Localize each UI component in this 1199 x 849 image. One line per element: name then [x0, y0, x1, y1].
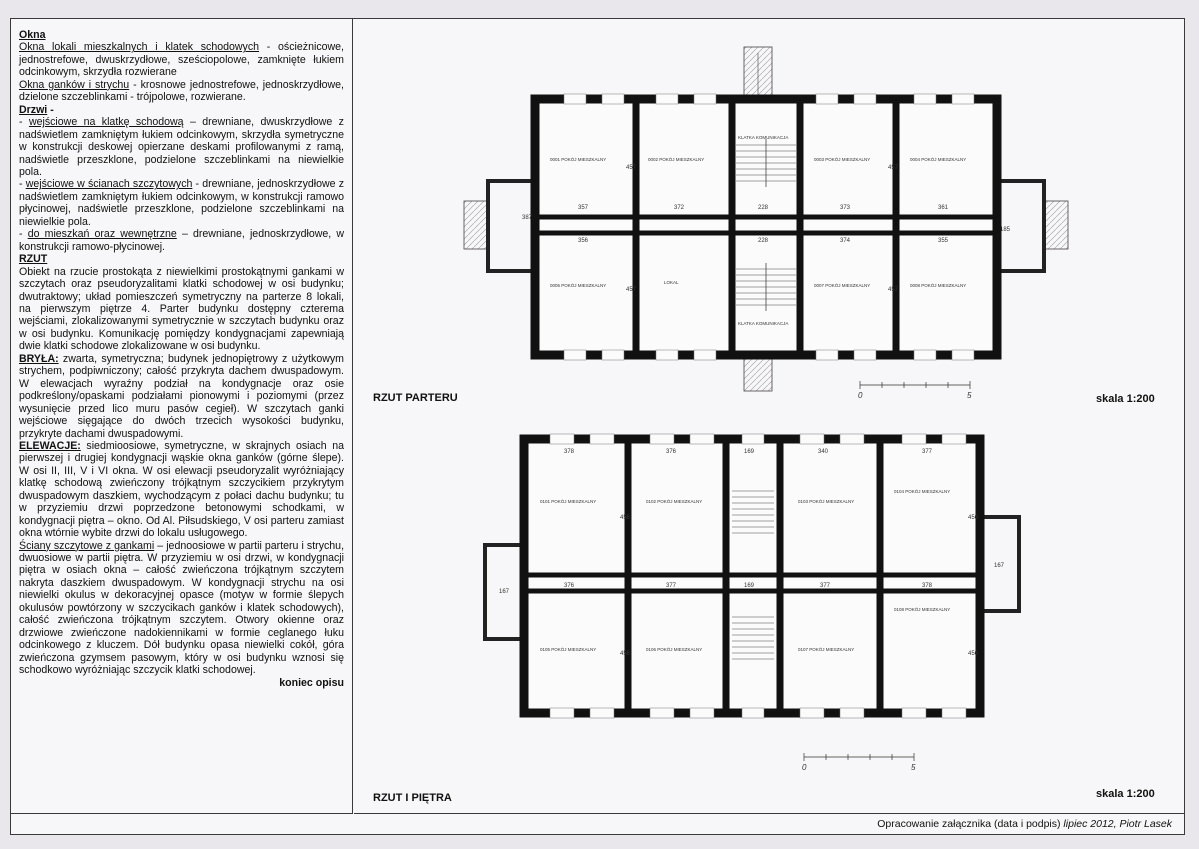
room-label: 0002 POKÓJ MIESZKALNY [648, 157, 705, 162]
room-label: 0108 POKÓJ MIESZKALNY [894, 607, 951, 612]
dim-label: 457 [626, 165, 637, 171]
dim-label: 374 [840, 238, 851, 244]
document-sheet [10, 18, 1185, 835]
dim-label: 372 [674, 205, 685, 211]
room-label: 0106 POKÓJ MIESZKALNY [646, 647, 703, 652]
dim-label: 377 [666, 583, 677, 589]
dim-label: 377 [820, 583, 831, 589]
dim-label: 378 [564, 449, 575, 455]
ground-floor-scale-label: skala 1:200 [1096, 393, 1155, 405]
room-label: 0104 POKÓJ MIESZKALNY [894, 489, 951, 494]
dim-label: 456 [620, 515, 631, 521]
dim-label: 228 [758, 205, 769, 211]
drzwi-2-paragraph: - wejściowe w ścianach szczytowych - drewniane, jednoskrzydłowe z nadświetlem zamkniętym łukiem odcinkowym, w konstrukcji ramowo płycinowej, nadświetle przeszklone, podzielone szczeblinkami na niewielkie pola. [19, 178, 344, 228]
scale-bar-start: 0 [802, 763, 807, 772]
okna-lokali-paragraph: Okna lokali mieszkalnych i klatek schodowych - ościeżnicowe, jednostrefowe, dwuskrzydłowe, sześciopolowe, zamknięte łukiem odcinkowym, skrzydła rozwierane [19, 41, 344, 79]
dim-label: 456 [620, 651, 631, 657]
room-label: 0105 POKÓJ MIESZKALNY [540, 647, 597, 652]
rzut-heading: RZUT [19, 253, 48, 266]
room-label: 0102 POKÓJ MIESZKALNY [646, 499, 703, 504]
okna-heading: Okna [19, 29, 46, 41]
room-label: 0007 POKÓJ MIESZKALNY [814, 283, 871, 288]
footer [11, 814, 1184, 835]
room-label: KLATKA KOMUNIKACJA [738, 135, 789, 140]
room-label: LOKAL [664, 280, 679, 285]
first-floor-scale-bar [804, 753, 914, 761]
dim-label: 355 [938, 238, 949, 244]
dim-label: 167 [994, 563, 1005, 569]
ground-floor-scale-bar [860, 381, 970, 389]
plans-column [354, 19, 1184, 814]
scale-bar-end: 5 [967, 391, 972, 400]
first-floor-plan [485, 434, 1019, 718]
room-label: 0001 POKÓJ MIESZKALNY [550, 157, 607, 162]
dim-label: 169 [744, 449, 755, 455]
okna-gankow-paragraph: Okna ganków i strychu - krosnowe jednostrefowe, jednoskrzydłowe, dzielone szczeblinkami - trójpolowe, rozwierane. [19, 78, 344, 104]
end-of-description: koniec opisu [279, 676, 344, 689]
footer-signature: lipiec 2012, Piotr Lasek [1060, 818, 1172, 830]
first-floor-scale-label: skala 1:200 [1096, 788, 1155, 800]
room-label: 0101 POKÓJ MIESZKALNY [540, 499, 597, 504]
scale-bar-end: 5 [911, 763, 916, 772]
room-label: 0103 POKÓJ MIESZKALNY [798, 499, 855, 504]
room-label: 0005 POKÓJ MIESZKALNY [550, 283, 607, 288]
dim-label: 376 [564, 583, 575, 589]
floor-plans-drawing [354, 19, 1184, 814]
sciany-paragraph: Ściany szczytowe z gankami – jednoosiowe w partii parteru i strychu, dwuosiowe w partii piętra. W przyziemiu w osi drzwi, w kondygnacji piętra w osiach okna – całość zwieńczona trójkątnym szczytem nakryta daszkiem dwuspadowym. W kondygnacji strychu na osi niewielki okulus w dekoracyjnej opasce (motyw w formie ślepych okulusów powtórzony w szczycikach ganków i klatek schodowych), całość zwieńczona trójkątnym szczytem. Otwory okienne oraz drzwiowe zwieńczone nadokiennikami w formie ceglanego łuku odcinkowego z kluczem. Dół budynku opasa niewielki cokół, góra zwieńczona gzymsem pasowym, który w osi budynku wznosi się schodkowo wyróżniając szczycik klatki schodowej. [19, 539, 345, 677]
dim-label: 361 [938, 205, 949, 211]
dim-label: 357 [578, 205, 589, 211]
dim-label: 387 [522, 215, 533, 221]
drzwi-heading: Drzwi [19, 103, 48, 116]
room-label: 0003 POKÓJ MIESZKALNY [814, 157, 871, 162]
dim-label: 169 [744, 583, 755, 589]
bryla-paragraph: BRYŁA: zwarta, symetryczna; budynek jednopiętrowy z użytkowym strychem, podpiwniczony; całość przykryta dachem dwuspadowym. W elewacjach wyraźny podział na kondygnacje oraz osie podkreślony/opaskami podziałami pionowymi i poziomymi (przez wysunięcie przed lico muru pasów cegieł). W szczytach ganki wejściowe sięgające do dwóch trzecich wysokości budynku, przykryte dachami dwuspadowymi. [19, 352, 344, 440]
description-column [11, 19, 353, 814]
footer-text: Opracowanie załącznika (data i podpis) [877, 818, 1061, 830]
dim-label: 457 [888, 287, 899, 293]
ground-floor-label: RZUT PARTERU [373, 392, 458, 404]
drzwi-heading-line: Drzwi - [19, 103, 54, 116]
rzut-paragraph: Obiekt na rzucie prostokąta z niewielkimi prostokątnymi gankami w szczytach oraz pseudoryzalitami klatki schodowej w osi budynku; dwutraktowy; układ pomieszczeń symetryczny na parterze 8 lokali, na pierwszym piętrze 4. Parter budynku dostępny czterema wejściami, zlokalizowanymi symetrycznie w szczytach budynku oraz w osi budynku. Komunikację pomiędzy kondygnacjami zapewniają dwie klatki schodowe zlokalizowane w osi budynku. [19, 265, 344, 353]
dim-label: 376 [666, 449, 677, 455]
dim-label: 457 [888, 165, 899, 171]
drzwi-1-paragraph: - wejściowe na klatkę schodową – drewniane, dwuskrzydłowe z nadświetlem zamkniętym łukiem odcinkowym, skrzydła symetryczne w konstrukcji deskowej opierzane deskami profilowanymi z ramą, nadświetle przeszklone, podzielone szczeblinkami na niewielkie pola. [19, 116, 344, 178]
drzwi-3-paragraph: - do mieszkań oraz wewnętrzne – drewniane, jednoskrzydłowe, w konstrukcji ramowo-płycinowej. [19, 228, 345, 253]
dim-label: 228 [758, 238, 769, 244]
dim-label: 340 [818, 449, 829, 455]
room-label: 0004 POKÓJ MIESZKALNY [910, 157, 967, 162]
dim-label: 167 [499, 589, 510, 595]
room-label: 0008 POKÓJ MIESZKALNY [910, 283, 967, 288]
dim-label: 378 [922, 583, 933, 589]
dim-label: 457 [626, 287, 637, 293]
ground-floor-plan [464, 47, 1068, 391]
room-label: KLATKA KOMUNIKACJA [738, 321, 789, 326]
scale-bar-start: 0 [858, 391, 863, 400]
dim-label: 373 [840, 205, 851, 211]
dim-label: 377 [922, 449, 933, 455]
room-label: 0107 POKÓJ MIESZKALNY [798, 647, 855, 652]
dim-label: 456 [968, 651, 979, 657]
dim-label: 356 [578, 238, 589, 244]
first-floor-label: RZUT I PIĘTRA [373, 792, 452, 804]
dim-label: 456 [968, 515, 979, 521]
dim-label: 185 [1000, 227, 1011, 233]
elewacje-paragraph: ELEWACJE: siedmioosiowe, symetryczne, w skrajnych osiach na pierwszej i drugiej kondygnacji wąskie okna ganków (górne ślepe). W osi II, III, V i VI okna. W osi elewacji pseudoryzalit wyróżniający klatkę schodową zwieńczony trójkątnym szczycikiem przykrytym dwuspadowym daszkiem, wychodzącym z połaci dachu budynku; tu w przyziemiu drzwi poprzedzone betonowymi schodkami, w kondygnacji piętra – okno. Od Al. Piłsudskiego, V osi parteru zamiast okna wtórnie wybite drzwi do lokalu usługowego. [19, 439, 344, 540]
